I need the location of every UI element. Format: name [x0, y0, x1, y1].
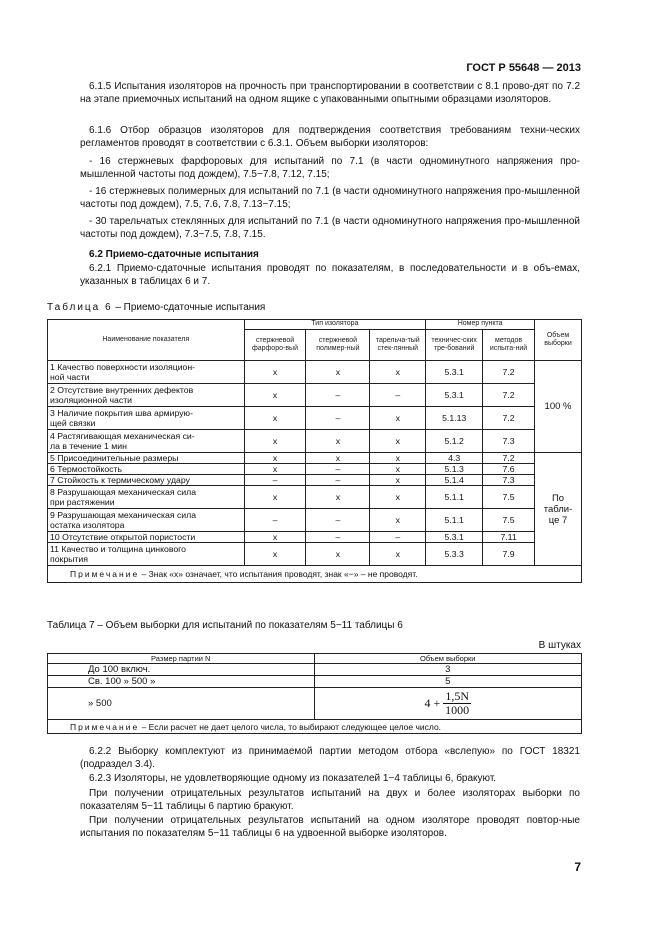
- cell-polymer: x: [306, 361, 370, 384]
- row-name: 3 Наличие покрытия шва армирую- щей связки: [48, 407, 245, 430]
- table-row: [48, 509, 582, 532]
- cell-tech: 5.1.1: [426, 486, 483, 509]
- table7: [47, 653, 582, 734]
- sample-size-per-table-7: По табли- це 7: [535, 453, 582, 566]
- cell-method: 7.5: [483, 509, 535, 532]
- cell-glass: x: [370, 543, 426, 566]
- cell-porcelain: x: [244, 384, 306, 407]
- cell-porcelain: x: [244, 430, 306, 453]
- table-note-row: [48, 720, 582, 734]
- cell-porcelain: x: [244, 407, 306, 430]
- cell-polymer: –: [306, 475, 370, 486]
- row-name: 10 Отсутствие открытой пористости: [48, 532, 245, 543]
- table-row: [48, 543, 582, 566]
- paragraph-6-2-2: 6.2.2 Выборку комплектуют из принимаемой партии методом отбора «вслепую» по ГОСТ 18321 (подраздел 3.4).: [80, 746, 580, 770]
- cell-method: 7.2: [483, 384, 535, 407]
- row-name: 5 Присоединительные размеры: [48, 453, 245, 464]
- document-id: ГОСТ Р 55648 — 2013: [466, 62, 581, 74]
- cell-porcelain: x: [244, 532, 306, 543]
- header-name: Наименование показателя: [48, 320, 245, 361]
- table-row: [48, 486, 582, 509]
- paragraph-6-2-1: 6.2.1 Приемо-сдаточные испытания проводят по показателям, в последовательности и в объ-емах, указанных в таблицах 6 и 7.: [80, 263, 580, 287]
- table6-caption-label: Таблица 6: [47, 302, 113, 313]
- cell-polymer: x: [306, 430, 370, 453]
- cell-polymer: –: [306, 532, 370, 543]
- cell-tech: 5.1.3: [426, 464, 483, 475]
- row-name: 9 Разрушающая механическая сила остатка изолятора: [48, 509, 245, 532]
- table6-caption: [47, 302, 265, 313]
- cell-polymer: –: [306, 464, 370, 475]
- cell-tech: 5.1.13: [426, 407, 483, 430]
- cell-lot: » 500: [48, 688, 315, 720]
- table-row: [48, 407, 582, 430]
- paragraph-reject-lot: При получении отрицательных результатов испытаний на двух и более изоляторах выборки по показателям 5−11 таблицы 6 партию бракуют.: [80, 788, 580, 812]
- paragraph-retest: При получении отрицательных результатов испытаний на одном изоляторе проводят повтор-ные испытания по показателям 5−11 таблицы 6 на удвоенной выборке изоляторов.: [80, 815, 580, 839]
- table7-caption: Таблица 7 – Объем выборки для испытаний по показателям 5−11 таблицы 6: [47, 620, 403, 631]
- row-name: 11 Качество и толщина цинкового покрытия: [48, 543, 245, 566]
- cell-glass: x: [370, 430, 426, 453]
- cell-porcelain: x: [244, 464, 306, 475]
- cell-porcelain: x: [244, 543, 306, 566]
- page-number: 7: [574, 860, 581, 874]
- cell-lot: До 100 включ.: [48, 664, 315, 676]
- cell-polymer: x: [306, 453, 370, 464]
- cell-method: 7.2: [483, 407, 535, 430]
- sample-size-100-percent: 100 %: [535, 361, 582, 453]
- header-test-methods: методов испыта-ний: [483, 330, 535, 361]
- cell-lot: Св. 100 » 500 »: [48, 676, 315, 688]
- cell-tech: 5.1.4: [426, 475, 483, 486]
- cell-glass: –: [370, 532, 426, 543]
- table6: [47, 319, 582, 583]
- sample-formula: 4 + $\frac{1,5N}{1000}$: [424, 689, 470, 717]
- cell-sample: 3: [314, 664, 581, 676]
- header-porcelain: стержневой фарфоро-вый: [244, 330, 306, 361]
- cell-method: 7.6: [483, 464, 535, 475]
- table-row: [48, 361, 582, 384]
- row-name: 1 Качество поверхности изоляцион- ной части: [48, 361, 245, 384]
- table-row: [48, 430, 582, 453]
- header-glass: тарельча-тый стек-лянный: [370, 330, 426, 361]
- row-name: 7 Стойкость к термическому удару: [48, 475, 245, 486]
- note-label: Примечание: [70, 721, 140, 732]
- cell-method: 7.2: [483, 453, 535, 464]
- note-text: – Знак «x» означает, что испытания проводят, знак «−» – не проводят.: [139, 569, 418, 579]
- cell-method: 7.2: [483, 361, 535, 384]
- table6-caption-text: – Приемо-сдаточные испытания: [112, 302, 266, 313]
- header-sample-size: Объем выборки: [314, 654, 581, 664]
- table-row: [48, 384, 582, 407]
- cell-tech: 5.3.1: [426, 361, 483, 384]
- list-item-glass: - 30 тарельчатых стеклянных для испытаний по 7.1 (в части одноминутного напряжения про-мышленной частоты под дождем), 7.3−7.5, 7.8, 7.15.: [80, 216, 580, 240]
- cell-glass: x: [370, 486, 426, 509]
- table-row: [48, 464, 582, 475]
- header-insulator-type: Тип изолятора: [244, 320, 426, 330]
- header-lot-size: Размер партии N: [48, 654, 315, 664]
- note-text: – Если расчет не дает целого числа, то выбирают следующее целое число.: [139, 721, 442, 732]
- cell-glass: x: [370, 407, 426, 430]
- cell-method: 7.3: [483, 475, 535, 486]
- table7-note: [48, 720, 582, 734]
- cell-polymer: –: [306, 509, 370, 532]
- row-name: 8 Разрушающая механическая сила при растяжении: [48, 486, 245, 509]
- cell-tech: 4.3: [426, 453, 483, 464]
- paragraph-6-1-5: 6.1.5 Испытания изоляторов на прочность при транспортировании в соответствии с 8.1 прово-дят по 7.2 на этапе приемочных испытаний на одном ящике с упакованными опытными образцами изоляторов.: [80, 81, 580, 105]
- header-sample-size: Объем выборки: [535, 320, 582, 361]
- cell-glass: x: [370, 464, 426, 475]
- table7-units: В штуках: [538, 640, 581, 651]
- paragraph-6-2-3: 6.2.3 Изоляторы, не удовлетворяющие одному из показателей 1−4 таблицы 6, бракуют.: [89, 773, 497, 784]
- cell-polymer: –: [306, 384, 370, 407]
- cell-tech: 5.1.2: [426, 430, 483, 453]
- cell-porcelain: x: [244, 453, 306, 464]
- cell-porcelain: x: [244, 361, 306, 384]
- cell-glass: x: [370, 509, 426, 532]
- table6-note: [48, 566, 582, 583]
- row-name: 2 Отсутствие внутренних дефектов изоляционной части: [48, 384, 245, 407]
- cell-porcelain: –: [244, 509, 306, 532]
- cell-polymer: –: [306, 407, 370, 430]
- table-note-row: [48, 566, 582, 583]
- cell-tech: 5.1.1: [426, 509, 483, 532]
- section-heading-6-2: 6.2 Приемо-сдаточные испытания: [89, 249, 259, 260]
- cell-porcelain: –: [244, 475, 306, 486]
- list-item-polymer: - 16 стержневых полимерных для испытаний по 7.1 (в части одноминутного напряжения про-мышленной частоты под дождем), 7.5, 7.6, 7.8, 7.13−7.15;: [80, 186, 580, 210]
- row-name: 6 Термостойкость: [48, 464, 245, 475]
- row-name: 4 Растягивающая механическая си- ла в течение 1 мин: [48, 430, 245, 453]
- cell-tech: 5.3.1: [426, 532, 483, 543]
- cell-tech: 5.3.3: [426, 543, 483, 566]
- cell-sample: 5: [314, 676, 581, 688]
- paragraph-6-1-6: 6.1.6 Отбор образцов изоляторов для подтверждения соответствия требованиям техни-ческих регламентов проводят в соответствии с 6.3.1. Объем выборки изоляторов:: [80, 125, 580, 149]
- list-item-porcelain: - 16 стержневых фарфоровых для испытаний по 7.1 (в части одноминутного напряжения про-мышленной частоты под дождем), 7.5−7.8, 7.12, 7.15;: [80, 156, 580, 180]
- table-row: [48, 688, 582, 720]
- cell-method: 7.11: [483, 532, 535, 543]
- cell-polymer: x: [306, 543, 370, 566]
- table-row: [48, 532, 582, 543]
- header-tech-requirements: техничес-ских тре-бований: [426, 330, 483, 361]
- cell-glass: x: [370, 361, 426, 384]
- cell-method: 7.3: [483, 430, 535, 453]
- table-row: [48, 676, 582, 688]
- cell-tech: 5.3.1: [426, 384, 483, 407]
- header-polymer: стержневой полимер-ный: [306, 330, 370, 361]
- table-row: [48, 664, 582, 676]
- cell-method: 7.9: [483, 543, 535, 566]
- table-row: [48, 475, 582, 486]
- header-point-number: Номер пункта: [426, 320, 535, 330]
- cell-sample-formula: [314, 688, 581, 720]
- cell-method: 7.5: [483, 486, 535, 509]
- cell-glass: x: [370, 475, 426, 486]
- cell-porcelain: x: [244, 486, 306, 509]
- note-label: Примечание: [70, 569, 140, 579]
- cell-polymer: x: [306, 486, 370, 509]
- table-row: [48, 453, 582, 464]
- cell-glass: –: [370, 384, 426, 407]
- cell-glass: x: [370, 453, 426, 464]
